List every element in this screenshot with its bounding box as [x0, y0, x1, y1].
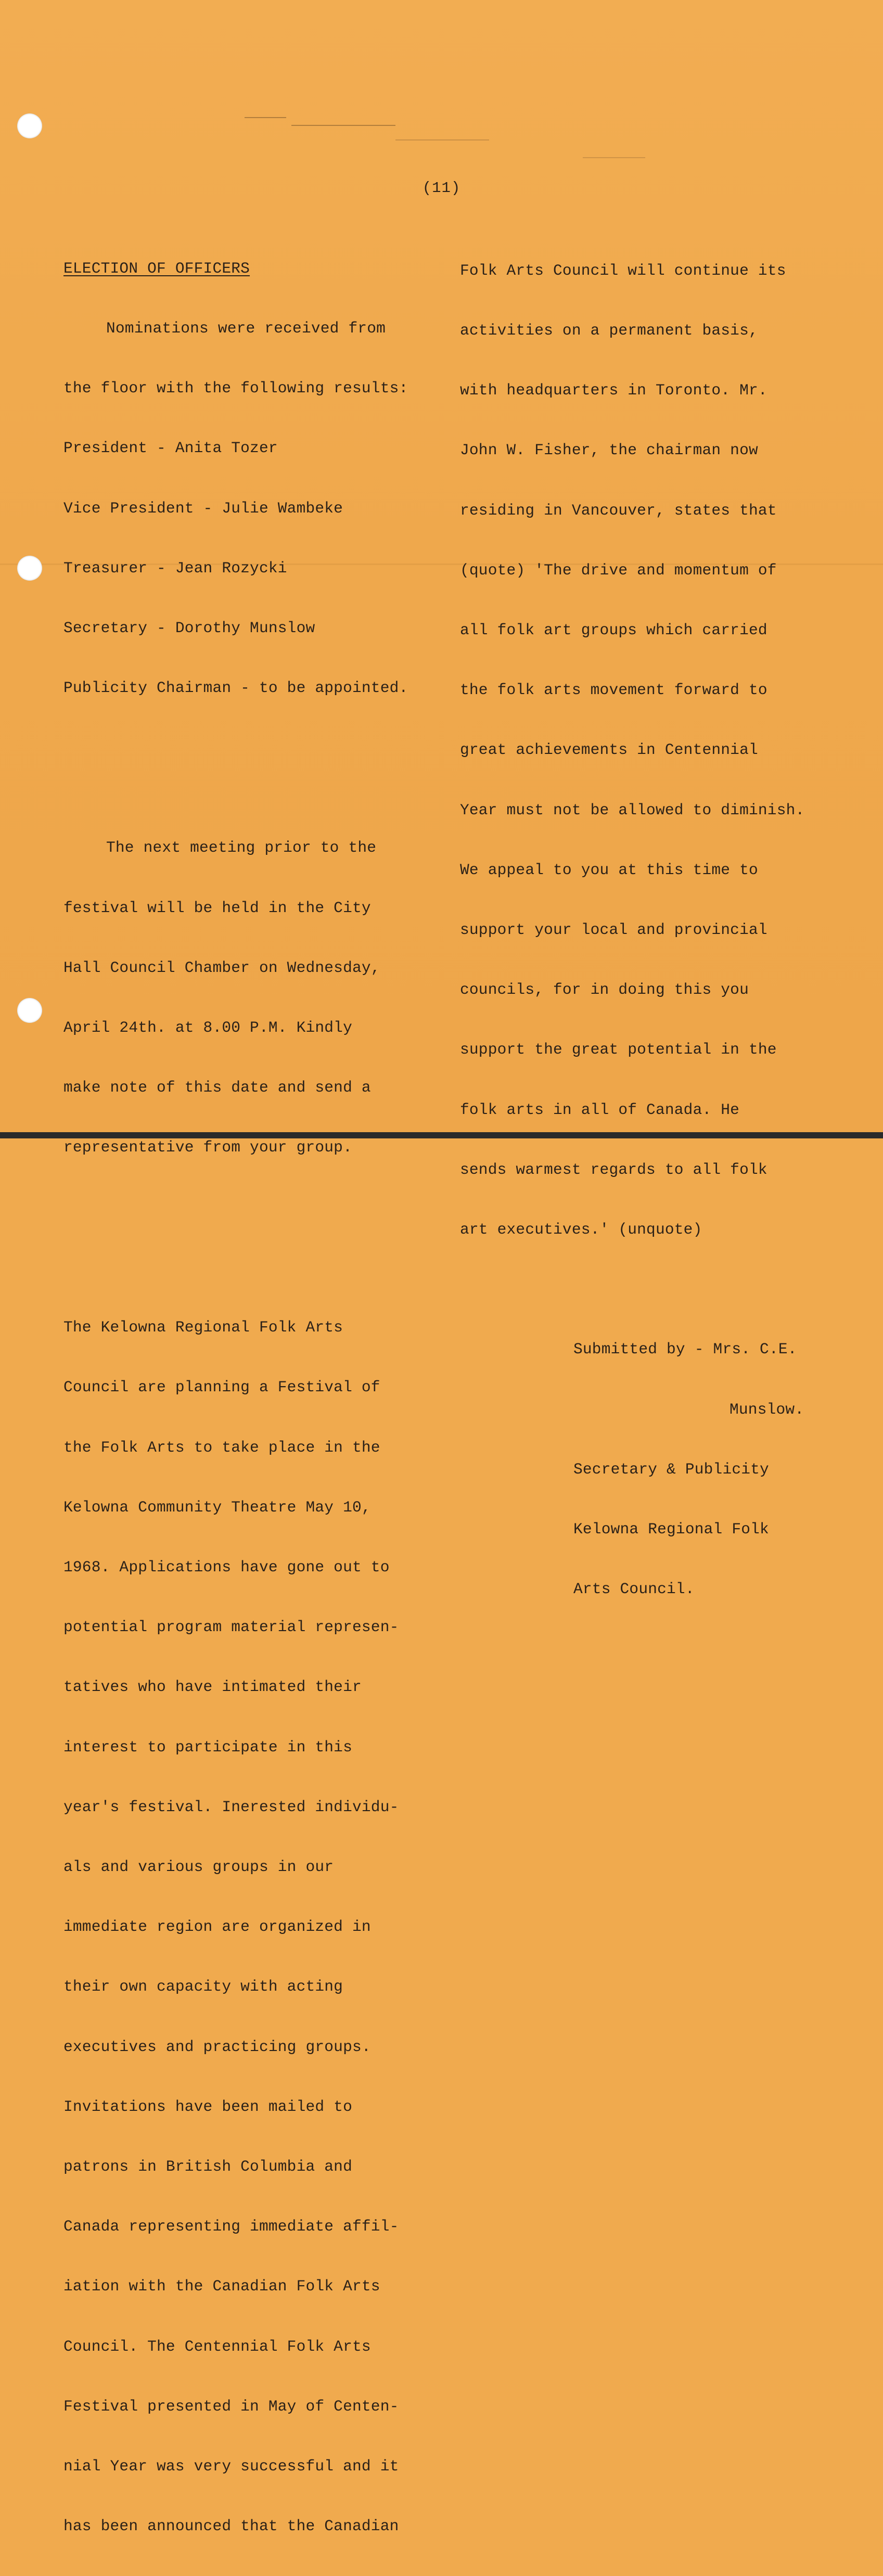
text-line: sends warmest regards to all folk: [460, 1160, 767, 1178]
punch-hole-top: [17, 113, 42, 138]
text-line: the Folk Arts to take place in the: [63, 1438, 380, 1456]
officer-publicity-chairman: Publicity Chairman - to be appointed.: [63, 679, 408, 697]
text-line: support your local and provincial: [460, 921, 767, 939]
submitter-organization: Kelowna Regional Folk: [573, 1520, 769, 1539]
text-line: Council are planning a Festival of: [63, 1378, 380, 1396]
submitter-organization: Arts Council.: [573, 1580, 695, 1598]
right-column: [460, 221, 871, 1679]
text-line: Canada representing immediate affil-: [63, 2218, 399, 2236]
text-line: festival will be held in the City: [63, 899, 371, 917]
smudge-mark: [395, 139, 489, 140]
text-line: April 24th. at 8.00 P.M. Kindly: [63, 1019, 352, 1037]
page-number: (11): [422, 180, 461, 197]
text-line: Festival presented in May of Centen-: [63, 2397, 399, 2415]
text-line: their own capacity with acting: [63, 1978, 343, 1996]
text-line: nial Year was very successful and it: [63, 2457, 399, 2475]
text-line: has been announced that the Canadian: [63, 2517, 399, 2535]
punch-hole-bottom: [17, 998, 42, 1023]
text-line: John W. Fisher, the chairman now: [460, 441, 758, 459]
text-line: Invitations have been mailed to: [63, 2097, 352, 2116]
text-line: support the great potential in the: [460, 1041, 777, 1059]
punch-hole-middle: [17, 556, 42, 581]
text-line: iation with the Canadian Folk Arts: [63, 2277, 380, 2296]
text-line: Council. The Centennial Folk Arts: [63, 2337, 371, 2355]
text-line: make note of this date and send a: [63, 1079, 371, 1097]
text-line: tatives who have intimated their: [63, 1678, 362, 1696]
text-line: Hall Council Chamber on Wednesday,: [63, 958, 380, 977]
officer-treasurer: Treasurer - Jean Rozycki: [63, 559, 287, 577]
submitted-by: Submitted by - Mrs. C.E.: [573, 1340, 797, 1359]
smudge-mark: [245, 117, 286, 118]
smudge-mark: [291, 125, 395, 126]
text-line: immediate region are organized in: [63, 1918, 371, 1936]
text-line: Folk Arts Council will continue its: [460, 261, 786, 279]
text-line: the floor with the following results:: [63, 379, 408, 398]
text-line: executives and practicing groups.: [63, 2037, 371, 2056]
scan-edge: [0, 1132, 883, 1138]
text-line: potential program material represen-: [63, 1618, 399, 1636]
text-line: Kelowna Community Theatre May 10,: [63, 1498, 371, 1516]
text-line: We appeal to you at this time to: [460, 861, 758, 879]
text-line: all folk art groups which carried: [460, 621, 767, 639]
text-line: councils, for in doing this you: [460, 981, 749, 999]
section-heading: ELECTION OF OFFICERS: [63, 259, 250, 277]
text-line: The Kelowna Regional Folk Arts: [63, 1318, 343, 1337]
text-line: with headquarters in Toronto. Mr.: [460, 381, 767, 400]
text-line: residing in Vancouver, states that: [460, 501, 777, 519]
text-line: great achievements in Centennial: [460, 741, 758, 759]
submitter-title: Secretary & Publicity: [573, 1460, 769, 1478]
text-line: activities on a permanent basis,: [460, 322, 758, 340]
smudge-mark: [583, 157, 645, 158]
submitter-surname: Munslow.: [730, 1400, 804, 1418]
text-line: Nominations were received from: [106, 319, 386, 338]
text-line: (quote) 'The drive and momentum of: [460, 561, 777, 579]
text-line: representative from your group.: [63, 1138, 352, 1157]
text-line: interest to participate in this: [63, 1738, 352, 1756]
text-line: als and various groups in our: [63, 1857, 334, 1876]
text-line: folk arts in all of Canada. He: [460, 1100, 740, 1119]
left-column: [63, 219, 459, 2576]
text-line: Year must not be allowed to diminish.: [460, 801, 805, 819]
text-line: the folk arts movement forward to: [460, 681, 767, 699]
signature-block: [460, 1300, 871, 1639]
officer-president: President - Anita Tozer: [63, 439, 278, 457]
officer-secretary: Secretary - Dorothy Munslow: [63, 619, 315, 637]
text-line: art executives.' (unquote): [460, 1221, 702, 1239]
text-line: 1968. Applications have gone out to: [63, 1558, 390, 1576]
text-line: year's festival. Inerested individu-: [63, 1798, 399, 1816]
text-line: patrons in British Columbia and: [63, 2157, 352, 2175]
text-line: The next meeting prior to the: [106, 839, 377, 857]
officer-vice-president: Vice President - Julie Wambeke: [63, 499, 343, 517]
